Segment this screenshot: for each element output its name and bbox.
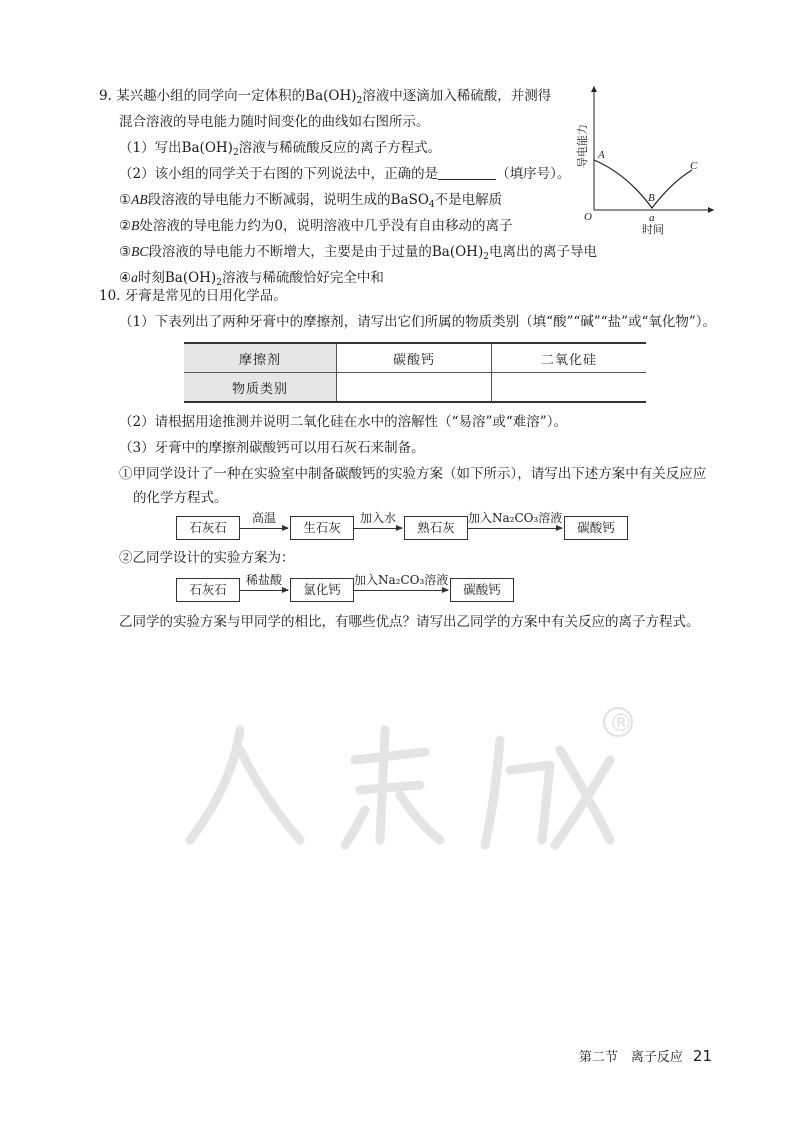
table-header-cell: 碳酸钙: [337, 343, 492, 373]
q10-scheme1-line1: ①甲同学设计了一种在实验室中制备碳酸钙的实验方案（如下所示），请写出下述方案中有关反应应: [119, 466, 707, 482]
q9-part1: （1）写出$Ba(OH)_2$溶液与稀硫酸反应的离子方程式。: [119, 140, 442, 158]
flow-box: 氯化钙: [290, 578, 354, 602]
page-number: 21: [692, 1047, 712, 1065]
table-header-cell: 二氧化硅: [492, 343, 647, 373]
q10-intro: 10. 牙膏是常见的日用化学品。: [99, 288, 287, 304]
flow-arrow: [354, 590, 448, 591]
answer-blank[interactable]: [438, 165, 496, 180]
table-row-label: 物质类别: [184, 373, 337, 403]
q9-intro-line2: 混合溶液的导电能力随时间变化的曲线如右图所示。: [119, 114, 430, 130]
registered-mark: ®: [609, 709, 633, 737]
flow-box: 碳酸钙: [450, 578, 514, 602]
answer-cell[interactable]: [337, 373, 492, 403]
section-title: 第二节 离子反应: [578, 1050, 683, 1065]
flow-arrow: [468, 528, 562, 529]
table-header-row: [184, 343, 646, 373]
table-row: [184, 373, 646, 403]
arrow-label: 加入Na₂CO₃溶液: [468, 511, 563, 525]
point-b-label: B: [648, 192, 655, 204]
publisher-watermark: [170, 690, 640, 860]
q9-option-2: ②B处溶液的导电能力约为0，说明溶液中几乎没有自由移动的离子: [119, 218, 513, 234]
conductivity-graph: [572, 82, 722, 252]
point-c-label: C: [690, 160, 698, 172]
q10-part1: （1）下表列出了两种牙膏中的摩擦剂，请写出它们所属的物质类别（填“酸”“碱”“盐”或“氧化物”）。: [119, 314, 717, 330]
q10-scheme2: ②乙同学设计的实验方案为：: [119, 550, 295, 566]
flow-arrow: [240, 590, 288, 591]
q9-option-1: ①AB段溶液的导电能力不断减弱，说明生成的BaSO$_4$不是电解质: [119, 192, 503, 210]
q9-option-4: ④a时刻$Ba(OH)_2$溶液与稀硫酸恰好完全中和: [119, 270, 384, 288]
q9-part2: （2）该小组的同学关于右图的下列说法中，正确的是 （填序号）。: [119, 166, 571, 182]
page-footer: [579, 1046, 712, 1065]
arrow-label: 稀盐酸: [245, 573, 282, 587]
q9-option-3: ③BC段溶液的导电能力不断增大，主要是由于过量的$Ba(OH)_2$电离出的离子导电: [119, 244, 597, 262]
flow-box: 生石灰: [290, 516, 354, 540]
answer-cell[interactable]: [492, 373, 647, 403]
conductivity-curve: [594, 160, 692, 208]
q10-scheme1-line2: 的化学方程式。: [133, 490, 228, 506]
flow-box: 石灰石: [176, 578, 240, 602]
q10-closing: 乙同学的实验方案与甲同学的相比，有哪些优点？请写出乙同学的方案中有关反应的离子方程式。: [119, 614, 700, 630]
watermark-text: 人教版: [170, 690, 173, 691]
y-axis-label: 导电能力: [576, 124, 589, 168]
q10-number: 10.: [99, 288, 121, 304]
flow-box: 石灰石: [176, 516, 240, 540]
q9-intro-line1: 9. 某兴趣小组的同学向一定体积的$Ba(OH)_2$溶液中逐滴加入稀硫酸，并测得: [99, 88, 552, 106]
arrow-label: 高温: [251, 511, 276, 525]
flow-arrow: [354, 528, 402, 529]
flow-arrow: [240, 528, 288, 529]
arrow-label: 加入水: [359, 511, 396, 525]
q10-part3: （3）牙膏中的摩擦剂碳酸钙可以用石灰石来制备。: [119, 440, 425, 456]
q9-number: 9.: [99, 88, 112, 104]
flow-box: 熟石灰: [404, 516, 468, 540]
arrow-label: 加入Na₂CO₃溶液: [354, 573, 449, 587]
origin-label: O: [584, 211, 592, 223]
tick-a-label: a: [649, 212, 655, 224]
flow-box: 碳酸钙: [564, 516, 628, 540]
table-header-cell: 摩擦剂: [184, 343, 337, 373]
point-a-label: A: [598, 149, 605, 161]
x-axis-label: 时间: [642, 223, 664, 236]
q10-part2: （2）请根据用途推测并说明二氧化硅在水中的溶解性（“易溶”或“难溶”）。: [119, 414, 567, 430]
abrasive-table: [184, 342, 646, 403]
